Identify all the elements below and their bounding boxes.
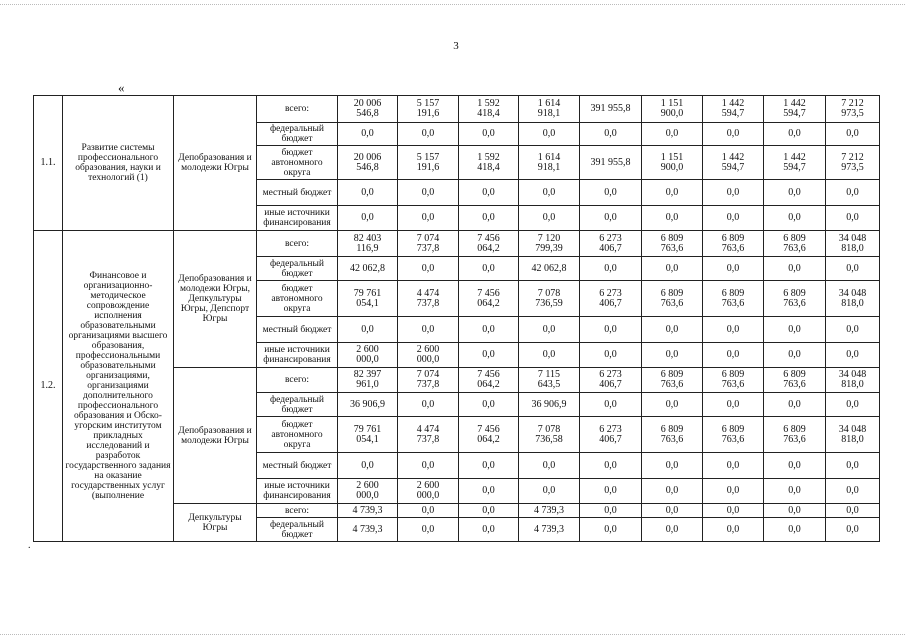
funding-source: местный бюджет [257,453,338,479]
amount-cell: 0,0 [826,393,880,417]
funding-source: всего: [257,231,338,257]
amount-cell: 7 115 643,5 [519,368,580,393]
amount-cell: 0,0 [519,206,580,231]
amount-cell: 6 809 763,6 [642,368,703,393]
amount-cell: 0,0 [459,317,519,343]
amount-cell: 2 600 000,0 [398,343,459,368]
funding-source: бюджет автономного округа [257,146,338,180]
amount-cell: 0,0 [642,317,703,343]
amount-cell: 2 600 000,0 [338,479,398,504]
amount-cell: 0,0 [398,180,459,206]
amount-cell: 0,0 [459,518,519,542]
amount-cell: 82 397 961,0 [338,368,398,393]
amount-cell: 7 456 064,2 [459,281,519,317]
amount-cell: 0,0 [703,453,764,479]
amount-cell: 0,0 [703,206,764,231]
amount-cell: 0,0 [338,317,398,343]
amount-cell: 7 120 799,39 [519,231,580,257]
amount-cell: 0,0 [642,123,703,146]
amount-cell: 0,0 [764,123,826,146]
amount-cell: 0,0 [642,479,703,504]
funding-source: федеральный бюджет [257,393,338,417]
amount-cell: 6 809 763,6 [703,231,764,257]
amount-cell: 0,0 [519,479,580,504]
amount-cell: 79 761 054,1 [338,417,398,453]
amount-cell: 6 273 406,7 [580,417,642,453]
amount-cell: 4 474 737,8 [398,281,459,317]
amount-cell: 0,0 [580,479,642,504]
amount-cell: 6 809 763,6 [642,417,703,453]
amount-cell: 0,0 [338,180,398,206]
amount-cell: 7 212 973,5 [826,146,880,180]
amount-cell: 0,0 [826,317,880,343]
amount-cell: 0,0 [459,343,519,368]
amount-cell: 0,0 [826,518,880,542]
amount-cell: 34 048 818,0 [826,281,880,317]
amount-cell: 0,0 [398,123,459,146]
amount-cell: 36 906,9 [519,393,580,417]
amount-cell: 0,0 [519,317,580,343]
amount-cell: 0,0 [703,479,764,504]
amount-cell: 4 739,3 [338,504,398,518]
amount-cell: 20 006 546,8 [338,96,398,123]
measure-name: Финансовое и организационно-методическое сопровождение исполнения образовательными организациями высшего образования, профессиональными образовательными организациями, организациями дополнительного профессионального образования и Обско-угорским институтом прикладных исследований и разработок государственного задания на оказание государственных услуг (выполнение [63,231,174,542]
funding-source: всего: [257,96,338,123]
funding-source: федеральный бюджет [257,518,338,542]
amount-cell: 0,0 [826,504,880,518]
funding-source: бюджет автономного округа [257,417,338,453]
scan-top-edge [0,4,905,5]
amount-cell: 0,0 [826,453,880,479]
amount-cell: 0,0 [703,393,764,417]
amount-cell: 4 474 737,8 [398,417,459,453]
amount-cell: 0,0 [519,180,580,206]
amount-cell: 0,0 [398,206,459,231]
amount-cell: 0,0 [519,123,580,146]
amount-cell: 0,0 [459,479,519,504]
amount-cell: 0,0 [338,206,398,231]
amount-cell: 4 739,3 [519,518,580,542]
funding-source: местный бюджет [257,317,338,343]
amount-cell: 6 809 763,6 [764,231,826,257]
amount-cell: 1 151 900,0 [642,96,703,123]
amount-cell: 6 809 763,6 [703,368,764,393]
amount-cell: 0,0 [826,180,880,206]
amount-cell: 0,0 [580,343,642,368]
amount-cell: 36 906,9 [338,393,398,417]
amount-cell: 7 078 736,59 [519,281,580,317]
amount-cell: 0,0 [642,504,703,518]
amount-cell: 79 761 054,1 [338,281,398,317]
amount-cell: 4 739,3 [338,518,398,542]
amount-cell: 0,0 [338,123,398,146]
amount-cell: 0,0 [398,518,459,542]
amount-cell: 0,0 [764,393,826,417]
amount-cell: 391 955,8 [580,96,642,123]
row-number: 1.1. [34,96,63,231]
amount-cell: 0,0 [703,343,764,368]
amount-cell: 6 809 763,6 [764,417,826,453]
amount-cell: 0,0 [764,206,826,231]
amount-cell: 1 442 594,7 [764,96,826,123]
amount-cell: 0,0 [459,393,519,417]
responsible-executor: Депкультуры Югры [174,504,257,542]
funding-source: иные источники финансирования [257,343,338,368]
amount-cell: 6 809 763,6 [703,417,764,453]
amount-cell: 0,0 [826,123,880,146]
amount-cell: 0,0 [459,180,519,206]
amount-cell: 0,0 [580,180,642,206]
amount-cell: 42 062,8 [338,257,398,281]
amount-cell: 1 614 918,1 [519,96,580,123]
measure-name: Развитие системы профессионального образования, науки и технологий (1) [63,96,174,231]
amount-cell: 42 062,8 [519,257,580,281]
funding-source: иные источники финансирования [257,479,338,504]
amount-cell: 0,0 [764,343,826,368]
amount-cell: 0,0 [764,453,826,479]
amount-cell: 6 273 406,7 [580,281,642,317]
amount-cell: 7 074 737,8 [398,231,459,257]
amount-cell: 0,0 [703,123,764,146]
funding-source: иные источники финансирования [257,206,338,231]
amount-cell: 7 456 064,2 [459,368,519,393]
amount-cell: 0,0 [580,393,642,417]
amount-cell: 0,0 [398,504,459,518]
amount-cell: 0,0 [642,343,703,368]
amount-cell: 6 809 763,6 [764,368,826,393]
scan-bottom-edge [0,634,905,635]
amount-cell: 6 809 763,6 [642,231,703,257]
amount-cell: 0,0 [580,504,642,518]
page-number: 3 [453,40,459,52]
amount-cell: 6 809 763,6 [703,281,764,317]
responsible-executor: Депобразования и молодежи Югры [174,96,257,231]
amount-cell: 0,0 [642,257,703,281]
table-row [34,231,880,257]
amount-cell: 5 157 191,6 [398,146,459,180]
amount-cell: 0,0 [519,453,580,479]
amount-cell: 1 442 594,7 [703,96,764,123]
amount-cell: 6 809 763,6 [764,281,826,317]
amount-cell: 0,0 [580,123,642,146]
funding-source: всего: [257,504,338,518]
row-number: 1.2. [34,231,63,542]
amount-cell: 0,0 [580,453,642,479]
amount-cell: 0,0 [398,317,459,343]
amount-cell: 0,0 [642,518,703,542]
amount-cell: 7 456 064,2 [459,231,519,257]
amount-cell: 34 048 818,0 [826,417,880,453]
amount-cell: 0,0 [398,257,459,281]
amount-cell: 0,0 [459,123,519,146]
amount-cell: 34 048 818,0 [826,368,880,393]
amount-cell: 7 074 737,8 [398,368,459,393]
amount-cell: 2 600 000,0 [398,479,459,504]
margin-mark: . [28,540,31,551]
amount-cell: 0,0 [764,257,826,281]
amount-cell: 0,0 [764,180,826,206]
amount-cell: 1 592 418,4 [459,146,519,180]
amount-cell: 7 212 973,5 [826,96,880,123]
amount-cell: 0,0 [642,453,703,479]
amount-cell: 0,0 [519,343,580,368]
amount-cell: 0,0 [642,393,703,417]
amount-cell: 0,0 [764,518,826,542]
amount-cell: 0,0 [703,257,764,281]
amount-cell: 1 614 918,1 [519,146,580,180]
amount-cell: 0,0 [459,504,519,518]
amount-cell: 0,0 [703,317,764,343]
amount-cell: 2 600 000,0 [338,343,398,368]
amount-cell: 1 442 594,7 [764,146,826,180]
amount-cell: 0,0 [398,393,459,417]
amount-cell: 0,0 [580,206,642,231]
amount-cell: 0,0 [826,206,880,231]
amount-cell: 20 006 546,8 [338,146,398,180]
amount-cell: 0,0 [338,453,398,479]
amount-cell: 0,0 [459,453,519,479]
amount-cell: 0,0 [642,180,703,206]
amount-cell: 5 157 191,6 [398,96,459,123]
responsible-executor: Депобразования и молодежи Югры [174,368,257,504]
amount-cell: 0,0 [764,504,826,518]
funding-source: федеральный бюджет [257,123,338,146]
amount-cell: 7 078 736,58 [519,417,580,453]
amount-cell: 391 955,8 [580,146,642,180]
amount-cell: 6 273 406,7 [580,368,642,393]
amount-cell: 0,0 [398,453,459,479]
funding-source: местный бюджет [257,180,338,206]
amount-cell: 7 456 064,2 [459,417,519,453]
amount-cell: 0,0 [459,257,519,281]
amount-cell: 0,0 [703,504,764,518]
amount-cell: 82 403 116,9 [338,231,398,257]
amount-cell: 0,0 [703,518,764,542]
amount-cell: 6 809 763,6 [642,281,703,317]
amount-cell: 0,0 [459,206,519,231]
amount-cell: 0,0 [826,343,880,368]
funding-source: бюджет автономного округа [257,281,338,317]
amount-cell: 0,0 [826,257,880,281]
opening-quote: « [118,80,125,95]
amount-cell: 0,0 [642,206,703,231]
amount-cell: 0,0 [580,518,642,542]
amount-cell: 0,0 [703,180,764,206]
amount-cell: 0,0 [826,479,880,504]
budget-table [33,95,880,542]
amount-cell: 34 048 818,0 [826,231,880,257]
funding-source: всего: [257,368,338,393]
amount-cell: 0,0 [764,479,826,504]
amount-cell: 4 739,3 [519,504,580,518]
amount-cell: 1 442 594,7 [703,146,764,180]
table-row [34,96,880,123]
amount-cell: 6 273 406,7 [580,231,642,257]
amount-cell: 0,0 [580,257,642,281]
responsible-executor: Депобразования и молодежи Югры, Депкультуры Югры, Депспорт Югры [174,231,257,368]
funding-source: федеральный бюджет [257,257,338,281]
amount-cell: 0,0 [764,317,826,343]
amount-cell: 0,0 [580,317,642,343]
amount-cell: 1 592 418,4 [459,96,519,123]
amount-cell: 1 151 900,0 [642,146,703,180]
